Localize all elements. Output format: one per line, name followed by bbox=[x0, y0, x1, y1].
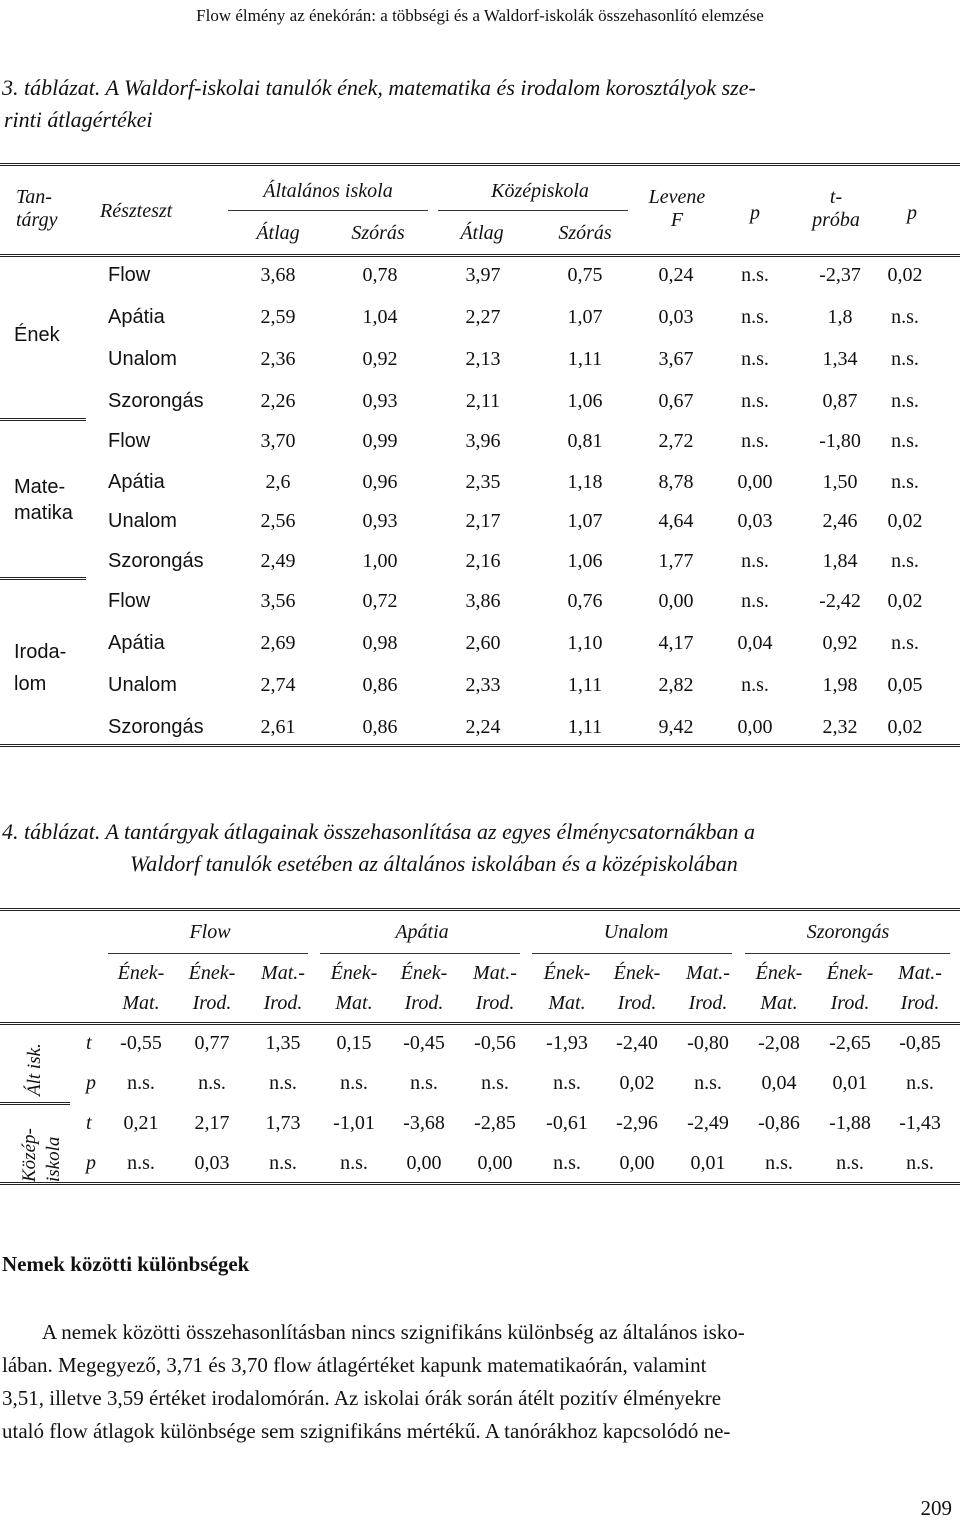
subheader-10-l1: Ének- bbox=[755, 962, 803, 984]
table4-row-2-col-5: n.s. bbox=[410, 1072, 438, 1094]
table3-row-10-szoras-alt: 0,98 bbox=[362, 632, 398, 654]
table4-row-3-col-3: 1,73 bbox=[265, 1112, 301, 1134]
subheader-5-l2: Irod. bbox=[404, 992, 444, 1014]
subheader-2-l1: Ének- bbox=[188, 962, 236, 984]
table3-row-7-t-proba: 2,46 bbox=[822, 510, 858, 532]
table3-row-3-t-proba: 1,34 bbox=[822, 348, 858, 370]
header-kozep-rule bbox=[438, 210, 628, 211]
table4-row-3-col-11: -1,88 bbox=[829, 1112, 871, 1134]
table3-row-11-p-t: 0,05 bbox=[887, 674, 923, 696]
table3-row-2-label: Apátia bbox=[108, 306, 165, 328]
table4-row-2-col-12: n.s. bbox=[906, 1072, 934, 1094]
group-header-4: Szorongás bbox=[806, 921, 890, 943]
table3-row-8-label: Szorongás bbox=[108, 550, 204, 572]
table3-row-12-szoras-alt: 0,86 bbox=[362, 716, 398, 738]
table3-row-4-atlag-kozep: 2,11 bbox=[465, 390, 501, 412]
subject-enek: Ének bbox=[14, 324, 60, 346]
rowgroup-alt-isk: Ált isk. bbox=[24, 1043, 45, 1096]
table4-row-3-col-5: -3,68 bbox=[403, 1112, 445, 1134]
subheader-11-l2: Irod. bbox=[830, 992, 870, 1014]
subheader-6-l1: Mat.- bbox=[473, 962, 517, 984]
subject-divider-2 bbox=[0, 577, 86, 580]
table4-row-3-col-8: -2,96 bbox=[616, 1112, 658, 1134]
table3-header-rule bbox=[0, 254, 960, 257]
table3-row-10-szoras-kozep: 1,10 bbox=[567, 632, 603, 654]
table3-row-6-t-proba: 1,50 bbox=[822, 471, 858, 493]
table4-row-4-col-6: 0,00 bbox=[477, 1152, 513, 1174]
table4-row-1-col-8: -2,40 bbox=[616, 1032, 658, 1054]
subheader-8-l1: Ének- bbox=[613, 962, 661, 984]
table3-row-8-atlag-kozep: 2,16 bbox=[465, 550, 501, 572]
table3-row-9-atlag-kozep: 3,86 bbox=[465, 590, 501, 612]
table3-row-12-p-levene: 0,00 bbox=[737, 716, 773, 738]
table3-row-6-atlag-alt: 2,6 bbox=[265, 471, 291, 493]
table3-row-12-atlag-kozep: 2,24 bbox=[465, 716, 501, 738]
table3-row-10-label: Apátia bbox=[108, 632, 165, 654]
page-number: 209 bbox=[920, 1496, 952, 1520]
table4-row-4-col-12: n.s. bbox=[906, 1152, 934, 1174]
header-levene-l2: F bbox=[670, 209, 684, 231]
table3-row-8-p-t: n.s. bbox=[891, 550, 919, 572]
header-p-2: p bbox=[907, 202, 917, 224]
table3-row-10-levene-f: 4,17 bbox=[658, 632, 694, 654]
table3-row-6-szoras-kozep: 1,18 bbox=[567, 471, 603, 493]
table4-row-1-col-9: -0,80 bbox=[687, 1032, 729, 1054]
table3-row-7-atlag-kozep: 2,17 bbox=[465, 510, 501, 532]
table3-row-5-label: Flow bbox=[108, 430, 151, 452]
table3-row-12-label: Szorongás bbox=[108, 716, 204, 738]
table3-row-11-levene-f: 2,82 bbox=[658, 674, 694, 696]
table4-row-4-col-1: n.s. bbox=[127, 1152, 155, 1174]
table4-row-2-col-4: n.s. bbox=[340, 1072, 368, 1094]
table3-row-7-p-t: 0,02 bbox=[887, 510, 923, 532]
subheader-4 bbox=[318, 958, 390, 1018]
subheader-6-l2: Irod. bbox=[475, 992, 515, 1014]
subheader-4-l1: Ének- bbox=[330, 962, 378, 984]
table4-row-4-col-5: 0,00 bbox=[406, 1152, 442, 1174]
subheader-12 bbox=[884, 958, 956, 1018]
table4-row-1-col-7: -1,93 bbox=[546, 1032, 588, 1054]
table3-row-1-t-proba: -2,37 bbox=[819, 264, 861, 286]
table3-row-5-atlag-alt: 3,70 bbox=[260, 430, 296, 452]
table4-row-2-col-1: n.s. bbox=[127, 1072, 155, 1094]
subheader-12-l1: Mat.- bbox=[898, 962, 942, 984]
table3-row-11-szoras-kozep: 1,11 bbox=[567, 674, 603, 696]
table3-top-rule bbox=[0, 163, 960, 166]
table3-row-5-p-t: n.s. bbox=[891, 430, 919, 452]
table4-row-3-col-6: -2,85 bbox=[474, 1112, 516, 1134]
table3-row-5-szoras-kozep: 0,81 bbox=[567, 430, 603, 452]
table3-row-7-p-levene: 0,03 bbox=[737, 510, 773, 532]
table3-row-12-p-t: 0,02 bbox=[887, 716, 923, 738]
header-levene bbox=[634, 186, 720, 232]
table4-row-4-col-7: n.s. bbox=[553, 1152, 581, 1174]
table3-row-11-p-levene: n.s. bbox=[741, 674, 769, 696]
rowgroup-kozepiskola bbox=[18, 1128, 66, 1182]
subheader-7-l1: Ének- bbox=[543, 962, 591, 984]
group-underline-4 bbox=[745, 953, 950, 954]
table3-row-4-p-t: n.s. bbox=[891, 390, 919, 412]
table4-caption-line2: Waldorf tanulók esetében az általános iskolában és a középiskolában bbox=[130, 851, 738, 876]
table3-row-9-szoras-kozep: 0,76 bbox=[567, 590, 603, 612]
table3-row-10-p-levene: 0,04 bbox=[737, 632, 773, 654]
header-t-proba-l1: t- bbox=[829, 186, 843, 208]
table4-row-1-col-1: -0,55 bbox=[120, 1032, 162, 1054]
subheader-5 bbox=[388, 958, 460, 1018]
table4-row-4-stat: p bbox=[86, 1152, 96, 1174]
header-szoras-2: Szórás bbox=[558, 222, 612, 244]
table3-row-8-szoras-alt: 1,00 bbox=[362, 550, 398, 572]
subheader-11-l1: Ének- bbox=[826, 962, 874, 984]
table3-row-7-szoras-kozep: 1,07 bbox=[567, 510, 603, 532]
table4-row-3-col-10: -0,86 bbox=[758, 1112, 800, 1134]
table4-row-4-col-10: n.s. bbox=[765, 1152, 793, 1174]
subheader-9 bbox=[672, 958, 744, 1018]
table3-caption bbox=[2, 72, 958, 136]
subheader-5-l1: Ének- bbox=[400, 962, 448, 984]
table4-row-3-col-1: 0,21 bbox=[123, 1112, 159, 1134]
table4-row-2-col-8: 0,02 bbox=[619, 1072, 655, 1094]
table3-row-3-label: Unalom bbox=[108, 348, 177, 370]
section-paragraph bbox=[2, 1316, 956, 1448]
table4-row-2-col-10: 0,04 bbox=[761, 1072, 797, 1094]
group-underline-1 bbox=[108, 953, 308, 954]
table3-row-5-levene-f: 2,72 bbox=[658, 430, 694, 452]
table3-row-2-levene-f: 0,03 bbox=[658, 306, 694, 328]
table4-row-1-col-2: 0,77 bbox=[194, 1032, 230, 1054]
header-reszteszt: Részteszt bbox=[100, 200, 173, 222]
header-altalanos-rule bbox=[228, 210, 428, 211]
table4-row-1-col-10: -2,08 bbox=[758, 1032, 800, 1054]
table3-row-1-szoras-kozep: 0,75 bbox=[567, 264, 603, 286]
table3-row-7-szoras-alt: 0,93 bbox=[362, 510, 398, 532]
section-heading: Nemek közötti különbségek bbox=[2, 1252, 250, 1276]
table3-row-4-t-proba: 0,87 bbox=[822, 390, 858, 412]
table3-row-6-szoras-alt: 0,96 bbox=[362, 471, 398, 493]
subject-irodalom bbox=[14, 636, 66, 700]
table4-row-1-col-11: -2,65 bbox=[829, 1032, 871, 1054]
header-atlag-2: Átlag bbox=[460, 222, 504, 244]
subheader-7 bbox=[531, 958, 603, 1018]
table3-row-1-label: Flow bbox=[108, 264, 151, 286]
table4-row-4-col-9: 0,01 bbox=[690, 1152, 726, 1174]
table3-row-9-szoras-alt: 0,72 bbox=[362, 590, 398, 612]
table3-row-4-levene-f: 0,67 bbox=[658, 390, 694, 412]
table3-row-11-label: Unalom bbox=[108, 674, 177, 696]
table4-row-4-col-11: n.s. bbox=[836, 1152, 864, 1174]
group-header-2: Apátia bbox=[395, 921, 449, 943]
table3-row-12-szoras-kozep: 1,11 bbox=[567, 716, 603, 738]
table3-row-3-levene-f: 3,67 bbox=[658, 348, 694, 370]
table3-row-4-label: Szorongás bbox=[108, 390, 204, 412]
subheader-10 bbox=[743, 958, 815, 1018]
table3-row-10-atlag-alt: 2,69 bbox=[260, 632, 296, 654]
subheader-7-l2: Mat. bbox=[548, 992, 586, 1014]
table3-row-4-atlag-alt: 2,26 bbox=[260, 390, 296, 412]
table3-row-10-p-t: n.s. bbox=[891, 632, 919, 654]
table3-row-1-levene-f: 0,24 bbox=[658, 264, 694, 286]
table3-row-5-szoras-alt: 0,99 bbox=[362, 430, 398, 452]
running-header: Flow élmény az énekórán: a többségi és a Waldorf-iskolák összehasonlító elemzése bbox=[196, 6, 764, 25]
table4-row-3-col-4: -1,01 bbox=[333, 1112, 375, 1134]
table3-row-6-atlag-kozep: 2,35 bbox=[465, 471, 501, 493]
table3-row-1-atlag-kozep: 3,97 bbox=[465, 264, 501, 286]
header-tantargy-l2: tárgy bbox=[16, 209, 58, 231]
table4-row-1-col-4: 0,15 bbox=[336, 1032, 372, 1054]
table3-row-9-p-levene: n.s. bbox=[741, 590, 769, 612]
table3-row-8-p-levene: n.s. bbox=[741, 550, 769, 572]
header-altalanos: Általános iskola bbox=[263, 180, 393, 202]
table3-row-10-t-proba: 0,92 bbox=[822, 632, 858, 654]
table4-row-4-col-3: n.s. bbox=[269, 1152, 297, 1174]
subheader-10-l2: Mat. bbox=[760, 992, 798, 1014]
table3-caption-line1: 3. táblázat. A Waldorf-iskolai tanulók ének, matematika és irodalom korosztályok sze- bbox=[2, 75, 756, 100]
header-tantargy-l1: Tan- bbox=[16, 186, 52, 208]
table4-row-3-col-12: -1,43 bbox=[899, 1112, 941, 1134]
subject-matematika-l2: matika bbox=[14, 502, 73, 524]
subheader-6 bbox=[459, 958, 531, 1018]
table4-caption-line1: 4. táblázat. A tantárgyak átlagainak összehasonlítása az egyes élménycsatornákban a bbox=[2, 819, 756, 844]
subheader-2-l2: Irod. bbox=[192, 992, 232, 1014]
table4-row-1-stat: t bbox=[86, 1032, 92, 1054]
table4-row-3-stat: t bbox=[86, 1112, 92, 1134]
table3-row-3-atlag-kozep: 2,13 bbox=[465, 348, 501, 370]
table3-row-3-szoras-alt: 0,92 bbox=[362, 348, 398, 370]
table3-row-3-atlag-alt: 2,36 bbox=[260, 348, 296, 370]
table3-row-12-atlag-alt: 2,61 bbox=[260, 716, 296, 738]
table4-row-4-col-8: 0,00 bbox=[619, 1152, 655, 1174]
subheader-8 bbox=[601, 958, 673, 1018]
table4-row-3-col-2: 2,17 bbox=[194, 1112, 230, 1134]
rowgroup-kozepiskola-l1: Közép- bbox=[19, 1128, 40, 1182]
subject-matematika-l1: Mate- bbox=[14, 476, 66, 498]
table4-row-2-col-3: n.s. bbox=[269, 1072, 297, 1094]
table3-row-6-p-t: n.s. bbox=[891, 471, 919, 493]
table3-row-11-atlag-kozep: 2,33 bbox=[465, 674, 501, 696]
header-levene-l1: Levene bbox=[648, 186, 706, 208]
table3-row-5-p-levene: n.s. bbox=[741, 430, 769, 452]
table3-row-12-t-proba: 2,32 bbox=[822, 716, 858, 738]
table4-row-4-col-2: 0,03 bbox=[194, 1152, 230, 1174]
table3-row-9-label: Flow bbox=[108, 590, 151, 612]
table3-row-4-szoras-alt: 0,93 bbox=[362, 390, 398, 412]
table3-row-6-p-levene: 0,00 bbox=[737, 471, 773, 493]
table3-row-1-p-levene: n.s. bbox=[741, 264, 769, 286]
table4-caption bbox=[2, 816, 958, 880]
table3-row-5-atlag-kozep: 3,96 bbox=[465, 430, 501, 452]
subheader-3-l2: Irod. bbox=[263, 992, 303, 1014]
paragraph-line-4: utaló flow átlagok különbsége sem szignifikáns mértékű. A tanórákhoz kapcsolódó ne- bbox=[2, 1419, 731, 1443]
header-atlag-1: Átlag bbox=[256, 222, 300, 244]
table3-row-2-p-t: n.s. bbox=[891, 306, 919, 328]
table3-row-2-atlag-kozep: 2,27 bbox=[465, 306, 501, 328]
table3-row-9-p-t: 0,02 bbox=[887, 590, 923, 612]
table3-caption-line2: rinti átlagértékei bbox=[4, 107, 153, 132]
table3-row-2-p-levene: n.s. bbox=[741, 306, 769, 328]
rowgroup-kozepiskola-l2: iskola bbox=[43, 1136, 64, 1182]
subheader-9-l1: Mat.- bbox=[686, 962, 730, 984]
table3-row-7-label: Unalom bbox=[108, 510, 177, 532]
table3-row-2-atlag-alt: 2,59 bbox=[260, 306, 296, 328]
table3-row-11-t-proba: 1,98 bbox=[822, 674, 858, 696]
subheader-4-l2: Mat. bbox=[335, 992, 373, 1014]
table4-row-3-col-7: -0,61 bbox=[546, 1112, 588, 1134]
subject-irodalom-l2: lom bbox=[14, 673, 47, 695]
subject-irodalom-l1: Iroda- bbox=[14, 641, 67, 663]
header-p-1: p bbox=[750, 202, 760, 224]
table3-row-6-label: Apátia bbox=[108, 471, 165, 493]
subheader-11 bbox=[814, 958, 886, 1018]
table3-row-8-t-proba: 1,84 bbox=[822, 550, 858, 572]
paragraph-line-3: 3,51, illetve 3,59 értéket irodalomórán. Az iskolai órák során átélt pozitív élményekre bbox=[2, 1386, 722, 1410]
header-t-proba bbox=[796, 186, 876, 232]
table3-bottom-rule bbox=[0, 744, 960, 747]
table3-row-1-szoras-alt: 0,78 bbox=[362, 264, 398, 286]
group-underline-2 bbox=[320, 953, 520, 954]
table3-row-9-atlag-alt: 3,56 bbox=[260, 590, 296, 612]
table3-row-6-levene-f: 8,78 bbox=[658, 471, 694, 493]
table3-row-7-atlag-alt: 2,56 bbox=[260, 510, 296, 532]
table3-row-8-atlag-alt: 2,49 bbox=[260, 550, 296, 572]
rowgroup-divider bbox=[0, 1102, 70, 1105]
subheader-3 bbox=[247, 958, 319, 1018]
table4-row-1-col-3: 1,35 bbox=[265, 1032, 301, 1054]
table4-row-1-col-5: -0,45 bbox=[403, 1032, 445, 1054]
table4-row-4-col-4: n.s. bbox=[340, 1152, 368, 1174]
table3-row-9-levene-f: 0,00 bbox=[658, 590, 694, 612]
table3-row-4-p-levene: n.s. bbox=[741, 390, 769, 412]
table4-row-3-col-9: -2,49 bbox=[687, 1112, 729, 1134]
table4-header-rule bbox=[0, 1022, 960, 1025]
table3-row-2-szoras-kozep: 1,07 bbox=[567, 306, 603, 328]
table3-row-3-szoras-kozep: 1,11 bbox=[567, 348, 603, 370]
subject-matematika bbox=[14, 474, 73, 526]
table3-row-9-t-proba: -2,42 bbox=[819, 590, 861, 612]
subheader-1-l2: Mat. bbox=[122, 992, 160, 1014]
group-header-1: Flow bbox=[189, 921, 231, 943]
subheader-9-l2: Irod. bbox=[688, 992, 728, 1014]
table4-row-1-col-12: -0,85 bbox=[899, 1032, 941, 1054]
table3-row-8-szoras-kozep: 1,06 bbox=[567, 550, 603, 572]
table3-row-12-levene-f: 9,42 bbox=[658, 716, 694, 738]
header-tantargy bbox=[16, 186, 57, 232]
table4-row-2-col-7: n.s. bbox=[553, 1072, 581, 1094]
subject-divider-1 bbox=[0, 418, 86, 421]
subheader-1 bbox=[105, 958, 177, 1018]
header-kozep: Középiskola bbox=[491, 180, 589, 202]
subheader-12-l2: Irod. bbox=[900, 992, 940, 1014]
group-header-3: Unalom bbox=[603, 921, 669, 943]
table4-row-2-col-9: n.s. bbox=[694, 1072, 722, 1094]
paragraph-line-2: lában. Megegyező, 3,71 és 3,70 flow átlagértéket kapunk matematikaórán, valamint bbox=[2, 1353, 707, 1377]
header-szoras-1: Szórás bbox=[351, 222, 405, 244]
table4-row-2-col-2: n.s. bbox=[198, 1072, 226, 1094]
table4-bottom-rule bbox=[0, 1182, 960, 1185]
subheader-8-l2: Irod. bbox=[617, 992, 657, 1014]
paragraph-line-1: A nemek közötti összehasonlításban nincs szignifikáns különbség az általános isko- bbox=[42, 1320, 745, 1344]
header-t-proba-l2: próba bbox=[812, 209, 860, 231]
table3-row-8-levene-f: 1,77 bbox=[658, 550, 694, 572]
table3-row-10-atlag-kozep: 2,60 bbox=[465, 632, 501, 654]
table3-row-1-atlag-alt: 3,68 bbox=[260, 264, 296, 286]
table4-row-1-col-6: -0,56 bbox=[474, 1032, 516, 1054]
table3-row-2-szoras-alt: 1,04 bbox=[362, 306, 398, 328]
table3-row-11-atlag-alt: 2,74 bbox=[260, 674, 296, 696]
subheader-3-l1: Mat.- bbox=[261, 962, 305, 984]
table3-row-5-t-proba: -1,80 bbox=[819, 430, 861, 452]
table3-row-11-szoras-alt: 0,86 bbox=[362, 674, 398, 696]
table4-row-2-col-11: 0,01 bbox=[832, 1072, 868, 1094]
table4-row-2-stat: p bbox=[86, 1072, 96, 1094]
subheader-2 bbox=[176, 958, 248, 1018]
subheader-1-l1: Ének- bbox=[117, 962, 165, 984]
table4-row-2-col-6: n.s. bbox=[481, 1072, 509, 1094]
table3-row-4-szoras-kozep: 1,06 bbox=[567, 390, 603, 412]
table3-row-7-levene-f: 4,64 bbox=[658, 510, 694, 532]
table3-row-1-p-t: 0,02 bbox=[887, 264, 923, 286]
table3-row-3-p-levene: n.s. bbox=[741, 348, 769, 370]
table4-top-rule bbox=[0, 908, 960, 911]
group-underline-3 bbox=[532, 953, 732, 954]
table3-row-3-p-t: n.s. bbox=[891, 348, 919, 370]
table3-row-2-t-proba: 1,8 bbox=[827, 306, 853, 328]
